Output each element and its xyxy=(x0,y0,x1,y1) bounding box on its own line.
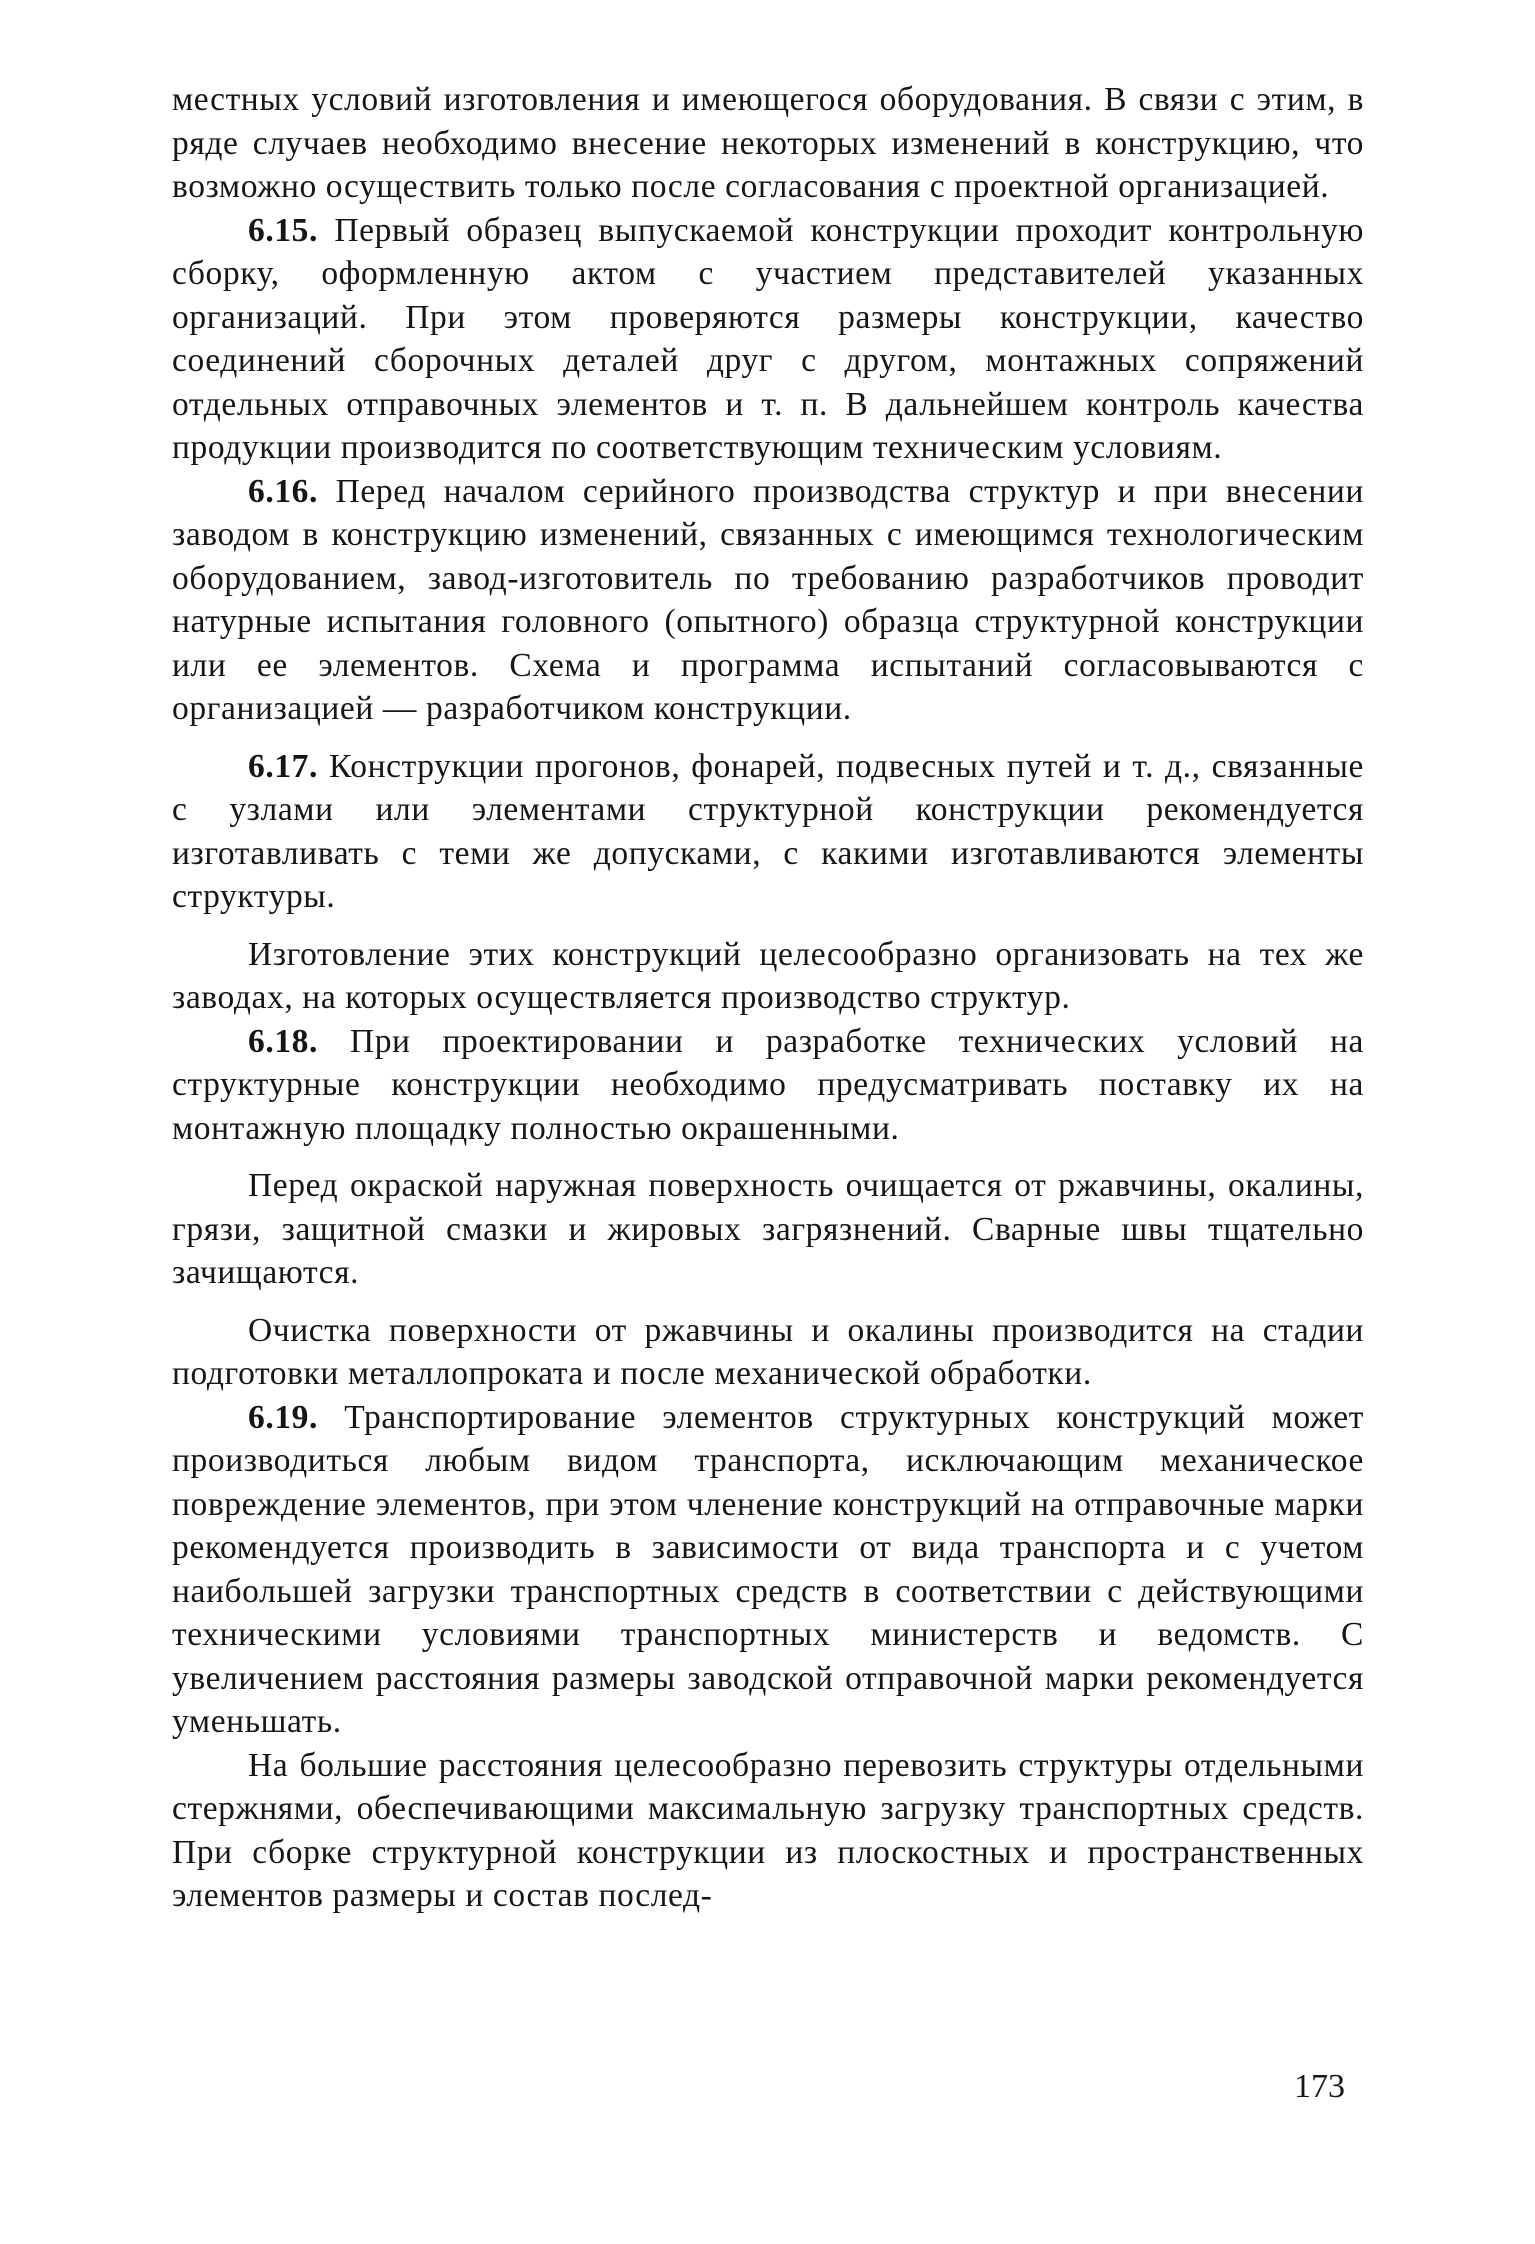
paragraph-6-18 xyxy=(172,1020,1364,1151)
paragraph-text: На большие расстояния целесообразно перевозить структуры отдельными стержнями, обеспечивающими максимальную загрузку транспортных средств. При сборке структурной конструкции из плоскостных и пространственных элементов размеры и состав послед- xyxy=(172,1746,1364,1914)
paragraph-text: Перед окраской наружная поверхность очищается от ржавчины, окалины, грязи, защитной смазки и жировых загрязнений. Сварные швы тщательно зачищаются. xyxy=(172,1167,1364,1291)
clause-number: 6.17. xyxy=(248,747,318,785)
paragraph-text: местных условий изготовления и имеющегося оборудования. В связи с этим, в ряде случаев необходимо внесение некоторых изменений в конструкцию, что возможно осуществить только после согласования с проектной организацией. xyxy=(172,81,1364,205)
paragraph-text: Очистка поверхности от ржавчины и окалины производится на стадии подготовки металлопроката и после механической обработки. xyxy=(172,1311,1364,1392)
paragraph-6-15 xyxy=(172,209,1364,470)
clause-number: 6.19. xyxy=(248,1398,318,1436)
paragraph-text: Конструкции прогонов, фонарей, подвесных путей и т. д., связанные с узлами или элементами структурной конструкции рекомендуется изготавливать с теми же допусками, с какими изготавливаются элементы структуры. xyxy=(172,747,1364,915)
paragraph-text: Первый образец выпускаемой конструкции проходит контрольную сборку, оформленную актом с участием представителей указанных организаций. При этом проверяются размеры конструкции, качество соединений сборочных деталей друг с другом, монтажных сопряжений отдельных отправочных элементов и т. п. В дальнейшем контроль качества продукции производится по соответствующим техническим условиям. xyxy=(172,211,1364,466)
paragraph-6-17 xyxy=(172,745,1364,919)
paragraph-manufacturing-note xyxy=(172,933,1364,1020)
paragraph-text: Изготовление этих конструкций целесообразно организовать на тех же заводах, на которых осуществляется производство структур. xyxy=(172,935,1364,1016)
clause-number: 6.18. xyxy=(248,1022,318,1060)
paragraph-transport-note xyxy=(172,1744,1364,1918)
paragraph-painting-note xyxy=(172,1164,1364,1295)
paragraph-6-16 xyxy=(172,470,1364,731)
page-number: 173 xyxy=(1294,2068,1345,2105)
paragraph-continuation xyxy=(172,78,1364,209)
paragraph-6-19 xyxy=(172,1396,1364,1744)
paragraph-text: При проектировании и разработке технических условий на структурные конструкции необходимо предусматривать поставку их на монтажную площадку полностью окрашенными. xyxy=(172,1022,1364,1147)
page-body xyxy=(172,78,1364,1918)
paragraph-cleaning-note xyxy=(172,1309,1364,1396)
clause-number: 6.15. xyxy=(248,211,318,249)
clause-number: 6.16. xyxy=(248,472,318,510)
paragraph-text: Транспортирование элементов структурных конструкций может производиться любым видом транспорта, исключающим механическое повреждение элементов, при этом членение конструкций на отправочные марки рекомендуется производить в зависимости от вида транспорта и с учетом наибольшей загрузки транспортных средств в соответствии с действующими техническими условиями транспортных министерств и ведомств. С увеличением расстояния размеры заводской отправочной марки рекомендуется уменьшать. xyxy=(172,1398,1364,1740)
paragraph-text: Перед началом серийного производства структур и при внесении заводом в конструкцию изменений, связанных с имеющимся технологическим оборудованием, завод-изготовитель по требованию разработчиков проводит натурные испытания головного (опытного) образца структурной конструкции или ее элементов. Схема и программа испытаний согласовываются с организацией — разработчиком конструкции. xyxy=(172,472,1364,727)
